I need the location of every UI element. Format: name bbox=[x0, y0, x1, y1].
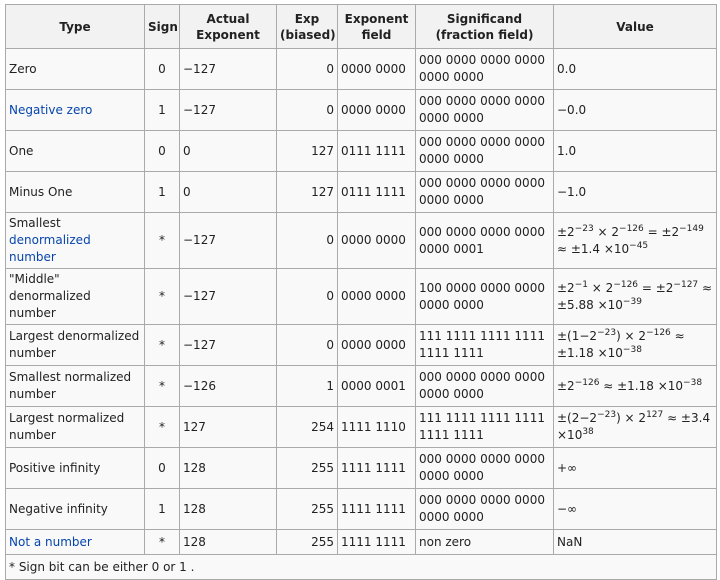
cell-exponent-field: 0000 0000 bbox=[338, 325, 416, 366]
cell-type bbox=[6, 530, 145, 555]
cell-value: $\pm 2^{-23} \times 2^{-126} = \pm 2^{-149} \approx \pm 1.4 \times 10^{-45}$ bbox=[554, 213, 717, 269]
footnote: * Sign bit can be either 0 or 1 . bbox=[6, 555, 717, 580]
table-row bbox=[6, 213, 717, 269]
header-actual-exponent: Actual Exponent bbox=[180, 5, 277, 49]
table-row bbox=[6, 131, 717, 172]
cell-sign: 0 bbox=[145, 448, 180, 489]
cell-significand: 000 0000 0000 0000 0000 0000 bbox=[416, 489, 554, 530]
cell-value: $\pm(2-2^{-23}) \times 2^{127} \approx \pm 3.4 \times 10^{38}$ bbox=[554, 407, 717, 448]
table-row bbox=[6, 448, 717, 489]
cell-actual-exponent: −127 bbox=[180, 90, 277, 131]
cell-exponent-field: 0000 0001 bbox=[338, 366, 416, 407]
cell-value: +∞ bbox=[554, 448, 717, 489]
cell-exponent-field: 0000 0000 bbox=[338, 213, 416, 269]
cell-exp-biased: 0 bbox=[277, 213, 338, 269]
table-row bbox=[6, 325, 717, 366]
table-row bbox=[6, 49, 717, 90]
type-link[interactable]: denormalized number bbox=[9, 233, 91, 264]
cell-sign: * bbox=[145, 269, 180, 325]
cell-type: Minus One bbox=[6, 172, 145, 213]
cell-exponent-field: 0000 0000 bbox=[338, 90, 416, 131]
cell-significand: 000 0000 0000 0000 0000 0000 bbox=[416, 366, 554, 407]
cell-actual-exponent: 128 bbox=[180, 530, 277, 555]
cell-value: −1.0 bbox=[554, 172, 717, 213]
cell-exp-biased: 255 bbox=[277, 448, 338, 489]
cell-sign: 1 bbox=[145, 489, 180, 530]
header-row bbox=[6, 5, 717, 49]
cell-type bbox=[6, 213, 145, 269]
header-significand: Significand (fraction field) bbox=[416, 5, 554, 49]
cell-value: 1.0 bbox=[554, 131, 717, 172]
cell-exp-biased: 255 bbox=[277, 530, 338, 555]
cell-sign: * bbox=[145, 530, 180, 555]
cell-exp-biased: 127 bbox=[277, 131, 338, 172]
cell-significand: 000 0000 0000 0000 0000 0001 bbox=[416, 213, 554, 269]
cell-exponent-field: 1111 1111 bbox=[338, 489, 416, 530]
type-text: Smallest bbox=[9, 216, 61, 230]
cell-exponent-field: 1111 1111 bbox=[338, 448, 416, 489]
cell-sign: 1 bbox=[145, 90, 180, 131]
table-row bbox=[6, 407, 717, 448]
cell-sign: 1 bbox=[145, 172, 180, 213]
cell-exp-biased: 127 bbox=[277, 172, 338, 213]
header-exponent-field: Exponent field bbox=[338, 5, 416, 49]
cell-exponent-field: 1111 1111 bbox=[338, 530, 416, 555]
cell-type: Zero bbox=[6, 49, 145, 90]
cell-sign: * bbox=[145, 407, 180, 448]
cell-significand: 111 1111 1111 1111 1111 1111 bbox=[416, 325, 554, 366]
cell-exp-biased: 0 bbox=[277, 269, 338, 325]
cell-type: "Middle" denormalized number bbox=[6, 269, 145, 325]
cell-sign: * bbox=[145, 366, 180, 407]
cell-type: One bbox=[6, 131, 145, 172]
type-link[interactable]: Not a number bbox=[9, 534, 92, 549]
cell-significand: 000 0000 0000 0000 0000 0000 bbox=[416, 90, 554, 131]
cell-value: −0.0 bbox=[554, 90, 717, 131]
cell-exponent-field: 1111 1110 bbox=[338, 407, 416, 448]
table-body bbox=[6, 49, 717, 580]
cell-exponent-field: 0000 0000 bbox=[338, 269, 416, 325]
cell-sign: 0 bbox=[145, 49, 180, 90]
cell-significand: 000 0000 0000 0000 0000 0000 bbox=[416, 172, 554, 213]
cell-significand: 000 0000 0000 0000 0000 0000 bbox=[416, 131, 554, 172]
cell-value: $\pm 2^{-1} \times 2^{-126} = \pm 2^{-127} \approx \pm 5.88 \times 10^{-39}$ bbox=[554, 269, 717, 325]
cell-value: NaN bbox=[554, 530, 717, 555]
cell-sign: * bbox=[145, 213, 180, 269]
cell-type: Negative infinity bbox=[6, 489, 145, 530]
float-special-values-table bbox=[5, 4, 717, 580]
cell-significand: 111 1111 1111 1111 1111 1111 bbox=[416, 407, 554, 448]
cell-exp-biased: 255 bbox=[277, 489, 338, 530]
table-row bbox=[6, 172, 717, 213]
cell-actual-exponent: −127 bbox=[180, 325, 277, 366]
cell-type: Largest denormalized number bbox=[6, 325, 145, 366]
header-sign: Sign bbox=[145, 5, 180, 49]
cell-actual-exponent: −127 bbox=[180, 49, 277, 90]
cell-exponent-field: 0111 1111 bbox=[338, 172, 416, 213]
cell-actual-exponent: −127 bbox=[180, 269, 277, 325]
cell-value: $\pm(1-2^{-23}) \times 2^{-126} \approx \pm 1.18 \times 10^{-38}$ bbox=[554, 325, 717, 366]
footnote-row bbox=[6, 555, 717, 580]
cell-exp-biased: 0 bbox=[277, 325, 338, 366]
cell-actual-exponent: 0 bbox=[180, 172, 277, 213]
cell-exponent-field: 0111 1111 bbox=[338, 131, 416, 172]
cell-actual-exponent: 128 bbox=[180, 489, 277, 530]
cell-exponent-field: 0000 0000 bbox=[338, 49, 416, 90]
cell-significand: 000 0000 0000 0000 0000 0000 bbox=[416, 49, 554, 90]
cell-sign: * bbox=[145, 325, 180, 366]
table-row bbox=[6, 269, 717, 325]
table-row bbox=[6, 366, 717, 407]
cell-significand: non zero bbox=[416, 530, 554, 555]
type-link[interactable]: Negative zero bbox=[9, 102, 93, 117]
cell-significand: 000 0000 0000 0000 0000 0000 bbox=[416, 448, 554, 489]
header-exp-biased: Exp (biased) bbox=[277, 5, 338, 49]
cell-value: $\pm 2^{-126} \approx \pm 1.18 \times 10^{-38}$ bbox=[554, 366, 717, 407]
cell-exp-biased: 0 bbox=[277, 49, 338, 90]
table-row bbox=[6, 489, 717, 530]
cell-actual-exponent: −127 bbox=[180, 213, 277, 269]
cell-actual-exponent: −126 bbox=[180, 366, 277, 407]
cell-exp-biased: 254 bbox=[277, 407, 338, 448]
cell-value: −∞ bbox=[554, 489, 717, 530]
table-row bbox=[6, 90, 717, 131]
cell-exp-biased: 0 bbox=[277, 90, 338, 131]
cell-actual-exponent: 0 bbox=[180, 131, 277, 172]
cell-type: Largest normalized number bbox=[6, 407, 145, 448]
cell-actual-exponent: 127 bbox=[180, 407, 277, 448]
table-row bbox=[6, 530, 717, 555]
cell-significand: 100 0000 0000 0000 0000 0000 bbox=[416, 269, 554, 325]
cell-value: 0.0 bbox=[554, 49, 717, 90]
header-value: Value bbox=[554, 5, 717, 49]
cell-sign: 0 bbox=[145, 131, 180, 172]
header-type: Type bbox=[6, 5, 145, 49]
cell-type: Positive infinity bbox=[6, 448, 145, 489]
cell-type: Smallest normalized number bbox=[6, 366, 145, 407]
cell-exp-biased: 1 bbox=[277, 366, 338, 407]
cell-type bbox=[6, 90, 145, 131]
cell-actual-exponent: 128 bbox=[180, 448, 277, 489]
